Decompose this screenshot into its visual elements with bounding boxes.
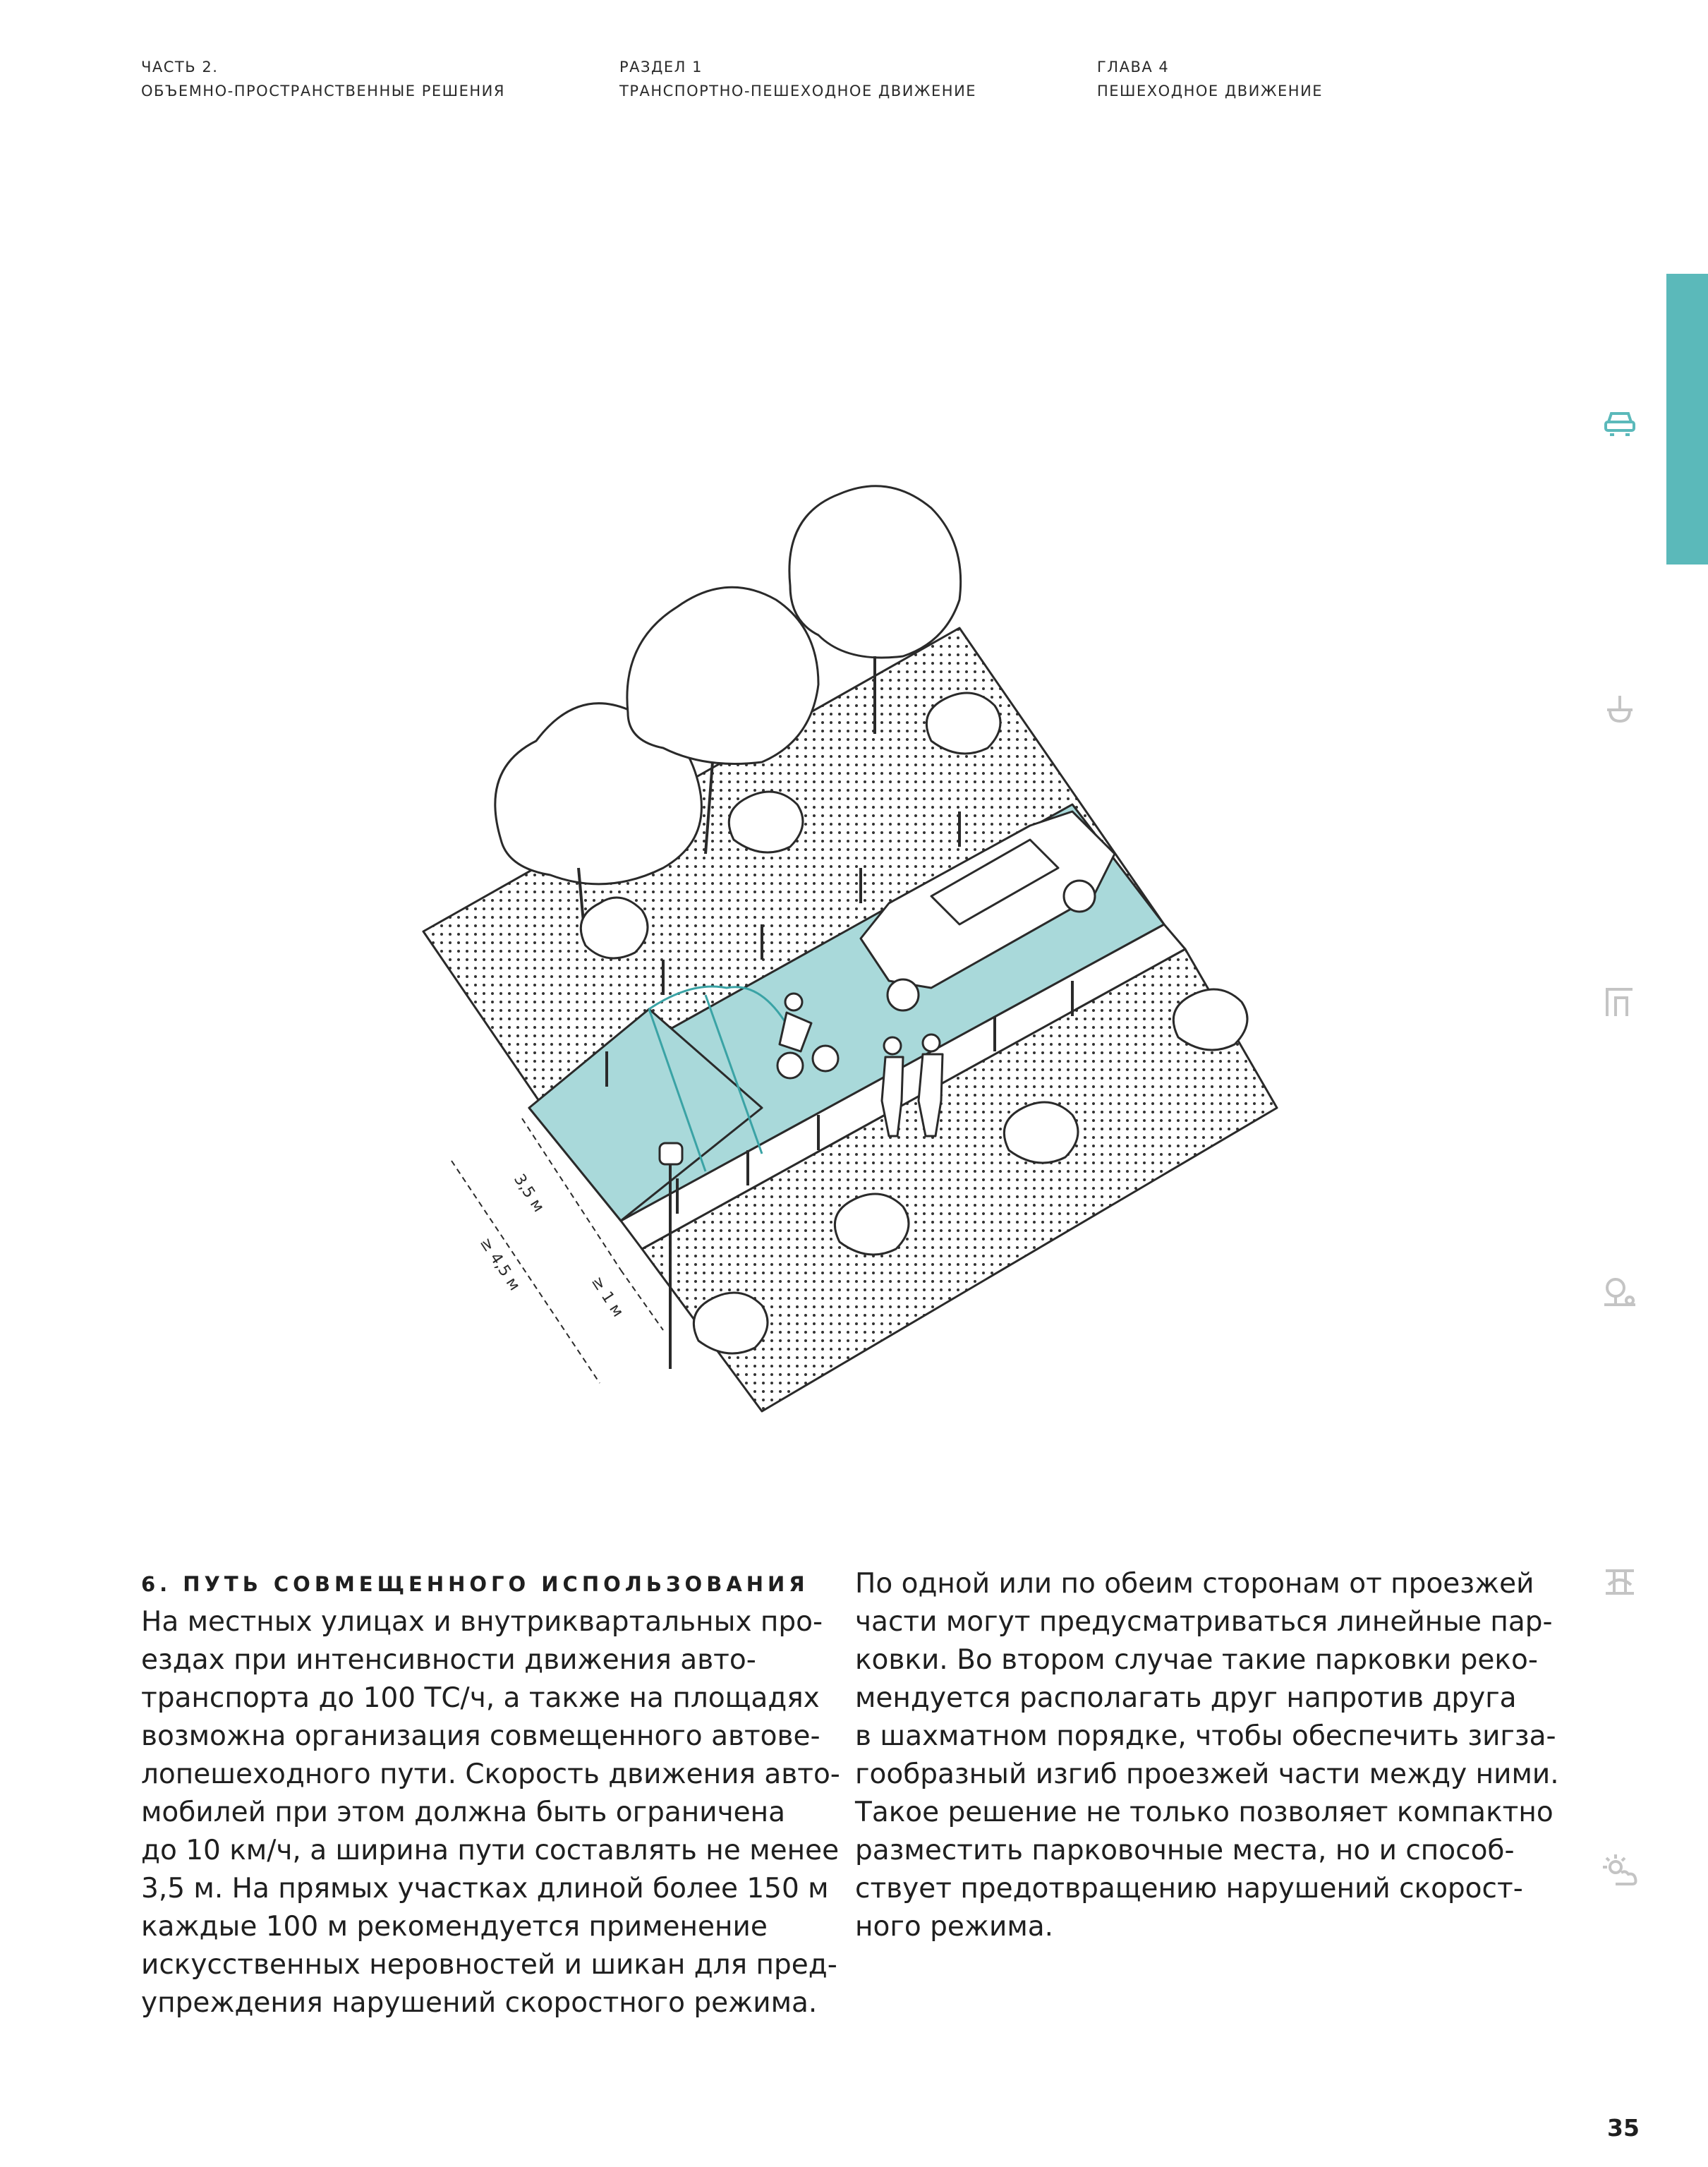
- page-number: 35: [1607, 2114, 1640, 2142]
- text-column-left: [141, 1565, 840, 2022]
- text-line: ездах при интенсивности движения авто-: [141, 1644, 756, 1676]
- text-line: мендуется располагать друг напротив друга: [855, 1682, 1517, 1714]
- text-line: упреждения нарушений скоростного режима.: [141, 1987, 818, 2019]
- dim-total-label: ≥ 4,5 м: [476, 1234, 523, 1294]
- dim-sidewalk-label: ≥ 1 м: [587, 1273, 627, 1321]
- paragraph-left: [141, 1603, 840, 2022]
- text-line: По одной или по обеим сторонам от проезжей: [855, 1568, 1534, 1600]
- weather-icon[interactable]: [1600, 1852, 1640, 1891]
- header-section-label: РАЗДЕЛ 1: [619, 59, 703, 76]
- text-line: искусственных неровностей и шикан для пред-: [141, 1949, 837, 1981]
- text-line: разместить парковочные места, но и способ-: [855, 1835, 1515, 1866]
- text-line: На местных улицах и внутриквартальных про-: [141, 1606, 823, 1638]
- text-line: части могут предусматриваться линейные пар-: [855, 1606, 1553, 1638]
- text-line: в шахматном порядке, чтобы обеспечить зигза-: [855, 1720, 1556, 1752]
- text-line: до 10 км/ч, а ширина пути составлять не менее: [141, 1835, 840, 1866]
- text-line: Такое решение не только позволяет компактно: [855, 1797, 1553, 1828]
- car-icon[interactable]: [1600, 401, 1640, 440]
- dim-path-label: 3,5 м: [509, 1171, 547, 1216]
- active-section-tab[interactable]: [1666, 274, 1708, 565]
- header-section-title: ТРАНСПОРТНО-ПЕШЕХОДНОЕ ДВИЖЕНИЕ: [619, 83, 977, 99]
- fountain-icon[interactable]: [1600, 690, 1640, 730]
- header-section: [619, 55, 976, 103]
- header-chapter-title: ПЕШЕХОДНОЕ ДВИЖЕНИЕ: [1097, 83, 1324, 99]
- text-line: ного режима.: [855, 1911, 1054, 1943]
- section-heading: 6. ПУТЬ СОВМЕЩЕННОГО ИСПОЛЬЗОВАНИЯ: [141, 1572, 809, 1596]
- header-part-label: ЧАСТЬ 2.: [141, 59, 219, 76]
- text-line: каждые 100 м рекомендуется применение: [141, 1911, 768, 1943]
- header-part: [141, 55, 505, 103]
- building-icon[interactable]: [1600, 982, 1640, 1022]
- text-line: ствует предотвращению нарушений скорост-: [855, 1873, 1523, 1905]
- text-line: мобилей при этом должна быть ограничена: [141, 1797, 786, 1828]
- park-icon[interactable]: [1600, 1272, 1640, 1312]
- shared-path-illustration: [395, 430, 1312, 1489]
- text-line: лопешеходного пути. Скорость движения авто-: [141, 1758, 840, 1790]
- text-column-right: [855, 1565, 1559, 1946]
- header-chapter-label: ГЛАВА 4: [1097, 59, 1170, 76]
- text-line: возможна организация совмещенного автове-: [141, 1720, 820, 1752]
- header-part-title: ОБЪЕМНО-ПРОСТРАНСТВЕННЫЕ РЕШЕНИЯ: [141, 83, 505, 99]
- bridge-icon[interactable]: [1600, 1562, 1640, 1602]
- paragraph-right: [855, 1565, 1559, 1946]
- text-line: гообразный изгиб проезжей части между ними.: [855, 1758, 1559, 1790]
- text-line: 3,5 м. На прямых участках длиной более 150 м: [141, 1873, 829, 1905]
- text-line: ковки. Во втором случае такие парковки реко-: [855, 1644, 1538, 1676]
- header-chapter: [1097, 55, 1323, 103]
- text-line: транспорта до 100 ТС/ч, а также на площадях: [141, 1682, 820, 1714]
